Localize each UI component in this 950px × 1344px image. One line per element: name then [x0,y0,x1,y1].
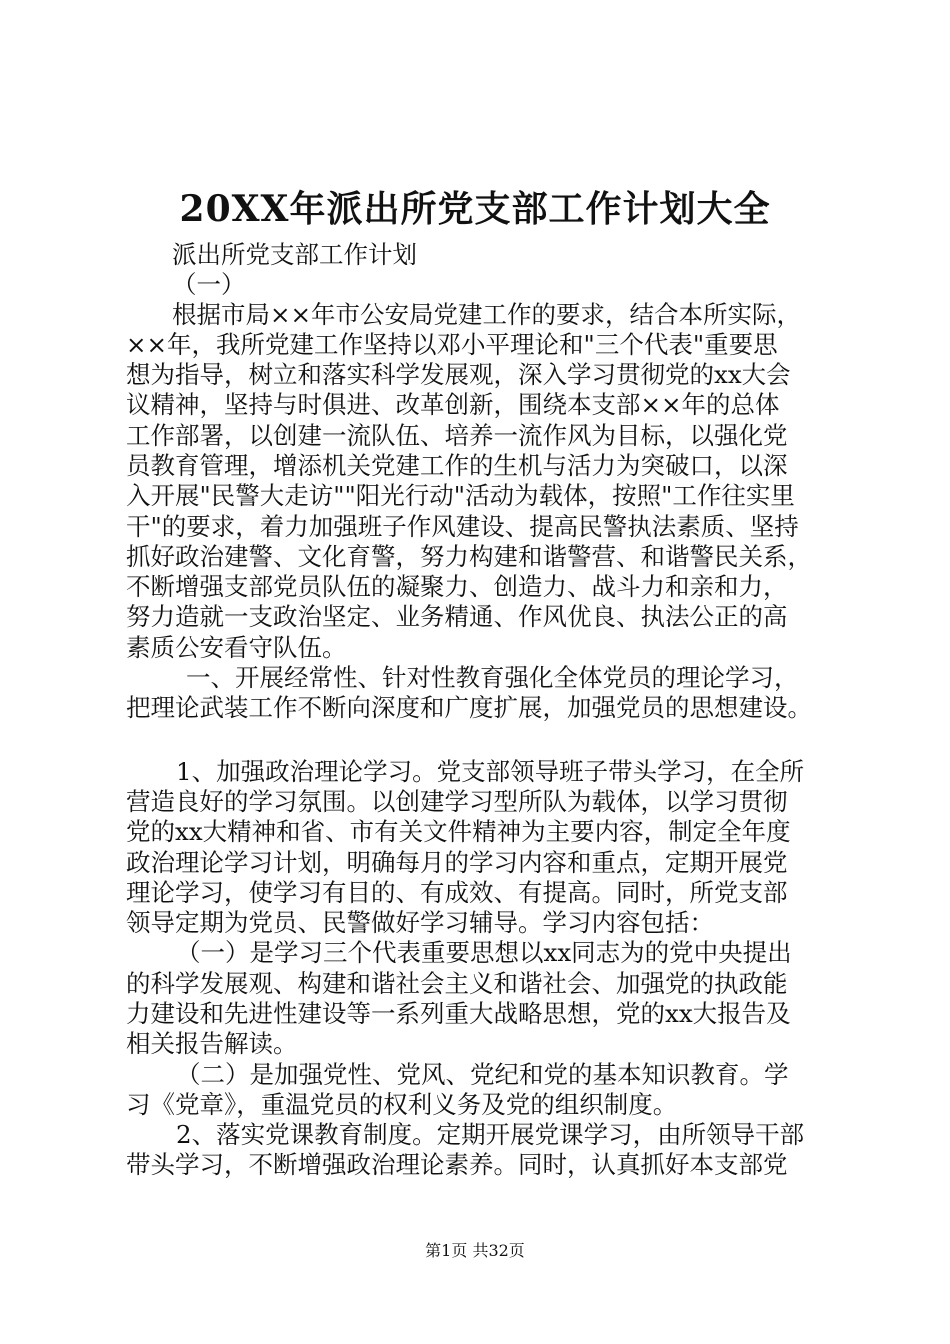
text-line: 抓好政治建警、文化育警，努力构建和谐警营、和谐警民关系， [126,542,812,571]
text-line: 员教育管理，增添机关党建工作的生机与活力为突破口，以深 [126,451,788,480]
text-line: 工作部署，以创建一流队伍、培养一流作风为目标，以强化党 [126,421,788,450]
text-line: 理论学习，使学习有目的、有成效、有提高。同时，所党支部 [126,878,788,907]
text-line: 一、开展经常性、针对性教育强化全体党员的理论学习， [186,663,799,692]
page-footer: 第1页 共32页 [425,1241,525,1260]
text-line: 1、加强政治理论学习。党支部领导班子带头学习，在全所 [176,757,805,786]
text-line: 习《党章》，重温党员的权利义务及党的组织制度。 [126,1090,678,1119]
text-line: （一） [172,270,246,299]
text-line: 入开展"民警大走访""阳光行动"活动为载体，按照"工作往实里 [126,481,795,510]
text-line: 努力造就一支政治坚定、业务精通、作风优良、执法公正的高 [126,602,788,631]
text-line: 根据市局××年市公安局党建工作的要求，结合本所实际， [172,300,802,329]
text-line: 营造良好的学习氛围。以创建学习型所队为载体，以学习贯彻 [126,787,788,816]
text-line: （二）是加强党性、党风、党纪和党的基本知识教育。学 [176,1060,789,1089]
document-title: 20XX年派出所党支部工作计划大全 [179,188,771,230]
text-line: 的科学发展观、构建和谐社会主义和谐社会、加强党的执政能 [126,969,788,998]
text-line: 带头学习，不断增强政治理论素养。同时，认真抓好本支部党 [126,1150,788,1179]
text-line: 想为指导，树立和落实科学发展观，深入学习贯彻党的xx大会 [126,360,791,389]
text-line: 不断增强支部党员队伍的凝聚力、创造力、战斗力和亲和力， [126,572,788,601]
text-line: 党的xx大精神和省、市有关文件精神为主要内容，制定全年度 [126,817,791,846]
text-line: ××年，我所党建工作坚持以邓小平理论和"三个代表"重要思 [126,330,778,359]
text-line: 领导定期为党员、民警做好学习辅导。学习内容包括： [126,908,714,937]
text-line: 议精神，坚持与时俱进、改革创新，围绕本支部××年的总体 [126,390,780,419]
text-line: （一）是学习三个代表重要思想以xx同志为的党中央提出 [176,938,792,967]
text-line: 政治理论学习计划，明确每月的学习内容和重点，定期开展党 [126,848,788,877]
text-line: 相关报告解读。 [126,1029,298,1058]
text-line: 力建设和先进性建设等一系列重大战略思想，党的xx大报告及 [126,999,791,1028]
text-line: 把理论武装工作不断向深度和广度扩展，加强党员的思想建设。 [126,693,812,722]
text-line: 2、落实党课教育制度。定期开展党课学习，由所领导干部 [176,1120,805,1149]
text-line: 派出所党支部工作计划 [172,240,417,269]
text-line: 干"的要求，着力加强班子作风建设、提高民警执法素质、坚持 [126,512,799,541]
text-line: 素质公安看守队伍。 [126,633,347,662]
